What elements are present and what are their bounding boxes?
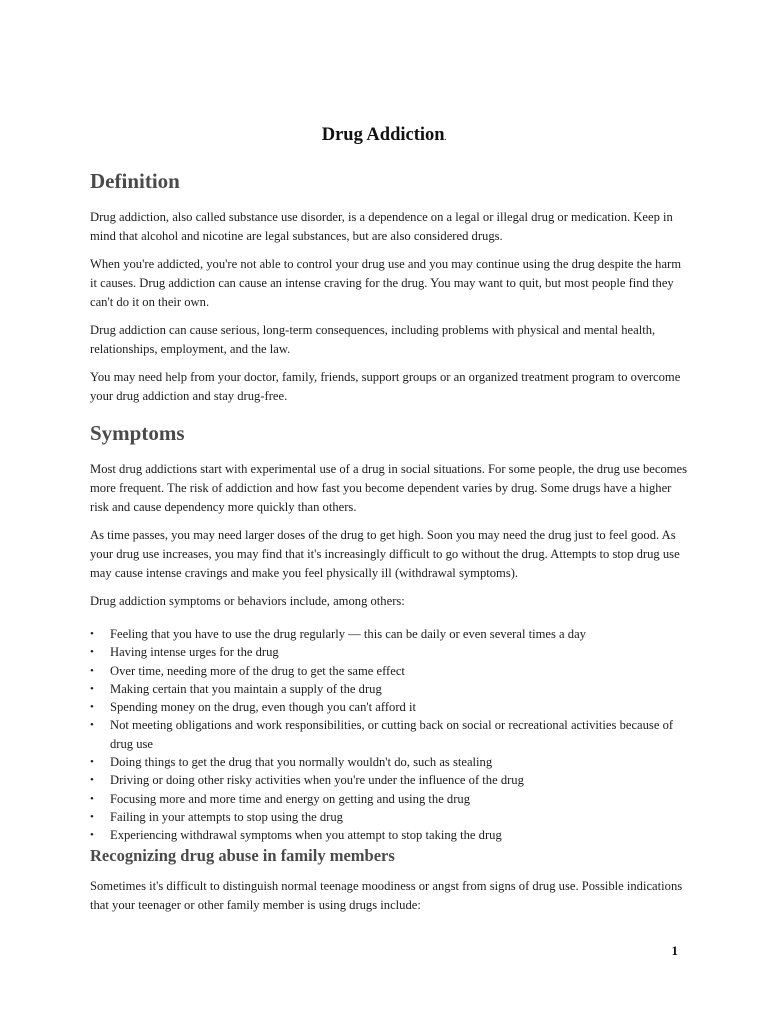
list-item-text: Over time, needing more of the drug to get the same effect — [110, 663, 405, 678]
list-item — [90, 826, 690, 844]
document-title-trailing-mark: . — [444, 134, 447, 142]
bullet-icon: • — [90, 646, 94, 659]
list-item-text: Spending money on the drug, even though you can't afford it — [110, 700, 416, 715]
list-item-text: Making certain that you maintain a supply of the drug — [110, 681, 382, 696]
list-item — [90, 680, 690, 698]
page-number: 1 — [671, 943, 678, 958]
definition-paragraph-2: When you're addicted, you're not able to control your drug use and you may continue using the drug despite the harm it causes. Drug addiction can cause an intense craving for the drug. You may want to quit, but most people find they can't do it on their own. — [90, 257, 682, 309]
bullet-icon: • — [90, 792, 94, 805]
list-item-text: Doing things to get the drug that you normally wouldn't do, such as stealing — [110, 755, 493, 770]
bullet-icon: • — [90, 719, 94, 732]
bullet-icon: • — [90, 829, 94, 842]
document-body — [90, 166, 690, 924]
list-item-text: Focusing more and more time and energy on getting and using the drug — [110, 791, 471, 806]
bullet-icon: • — [90, 628, 94, 640]
document-title-text: Drug Addiction — [321, 125, 445, 145]
list-item — [90, 625, 690, 643]
symptoms-paragraph-2: As time passes, you may need larger doses of the drug to get high. Soon you may need the drug just to feel good. As your drug use increases, you may find that it's increasingly difficult to go without the drug. Attempts to stop drug use may cause intense cravings and make you feel physically ill (withdrawal symptoms). — [90, 528, 680, 580]
symptoms-list — [90, 625, 690, 845]
list-item-text: Having intense urges for the drug — [110, 645, 279, 660]
family-paragraph-1: Sometimes it's difficult to distinguish normal teenage moodiness or angst from signs of drug use. Possible indications that your teenager or other family member is using drugs include: — [90, 878, 683, 912]
list-item — [90, 790, 690, 808]
definition-paragraph-3: Drug addiction can cause serious, long-term consequences, including problems with physical and mental health, relationships, employment, and the law. — [90, 323, 656, 356]
definition-paragraph-4: You may need help from your doctor, family, friends, support groups or an organized treatment program to overcome your drug addiction and stay drug-free. — [90, 370, 681, 403]
list-item — [90, 643, 690, 661]
symptoms-paragraph-1: Most drug addictions start with experimental use of a drug in social situations. For some people, the drug use becomes more frequent. The risk of addiction and how fast you become dependent varies by drug. Some drugs have a higher risk and cause dependency more quickly than others. — [90, 462, 688, 514]
list-item-text: Experiencing withdrawal symptoms when you attempt to stop taking the drug — [110, 828, 502, 843]
list-item-text: Failing in your attempts to stop using the drug — [110, 809, 343, 824]
list-item-text: Driving or doing other risky activities when you're under the influence of the drug — [110, 773, 524, 788]
list-item-text: Not meeting obligations and work responsibilities, or cutting back on social or recreational activities because of drug use — [110, 718, 674, 751]
bullet-icon: • — [90, 701, 94, 714]
document-title — [0, 125, 768, 146]
bullet-icon: • — [90, 756, 94, 769]
list-item — [90, 698, 690, 716]
family-heading: Recognizing drug abuse in family members — [90, 845, 395, 865]
bullet-icon: • — [90, 682, 94, 695]
list-item — [90, 716, 690, 753]
list-item-text: Feeling that you have to use the drug regularly — this can be daily or even several times a day — [110, 627, 586, 641]
definition-heading: Definition — [90, 169, 180, 193]
list-item — [90, 771, 690, 789]
bullet-icon: • — [90, 810, 94, 823]
symptoms-paragraph-3: Drug addiction symptoms or behaviors include, among others: — [90, 594, 405, 608]
symptoms-heading: Symptoms — [90, 421, 185, 445]
list-item — [90, 662, 690, 680]
bullet-icon: • — [90, 774, 94, 787]
definition-paragraph-1: Drug addiction, also called substance use disorder, is a dependence on a legal or illegal drug or medication. Keep in mind that alcohol and nicotine are legal substances, but are also considered drugs. — [90, 210, 673, 243]
bullet-icon: • — [90, 664, 94, 677]
list-item — [90, 808, 690, 826]
list-item — [90, 753, 690, 771]
